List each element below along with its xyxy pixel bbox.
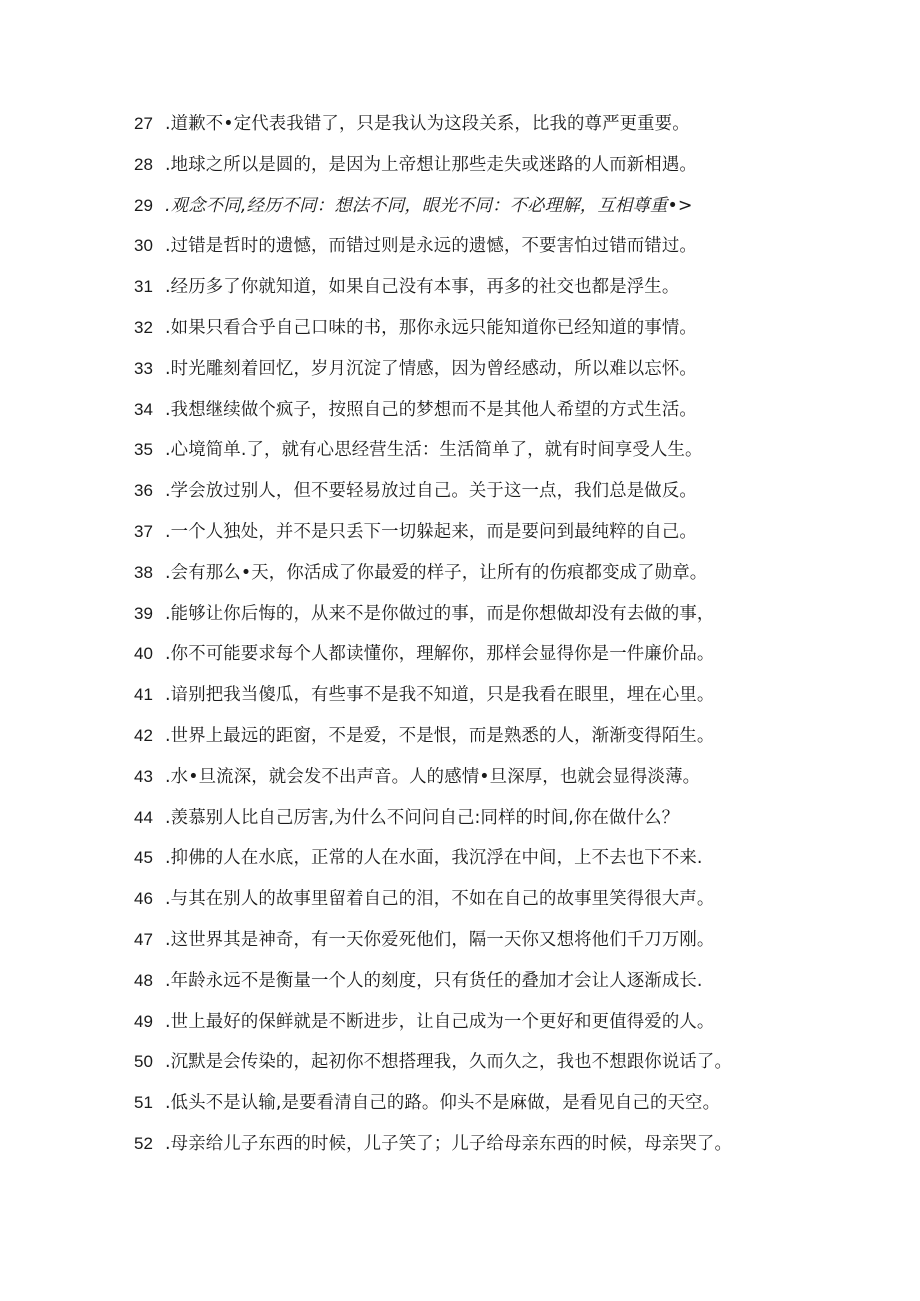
list-item [0, 675, 920, 716]
list-item [0, 349, 920, 390]
item-number: 39 [134, 603, 153, 623]
item-text: .与其在别人的故事里留着自己的泪，不如在自己的故事里笑得很大声。 [165, 889, 715, 910]
list-item [0, 308, 920, 349]
list-item [0, 716, 920, 757]
item-number: 38 [134, 562, 153, 582]
item-number: 36 [134, 481, 153, 501]
list-item [0, 798, 920, 839]
item-text: .能够让你后悔的，从来不是你做过的事，而是你想做却没有去做的事， [165, 603, 715, 624]
item-number: 29 [134, 195, 153, 215]
list-item [0, 145, 920, 186]
item-text: .时光雕刻着回忆，岁月沉淀了情感，因为曾经感动，所以难以忘怀。 [165, 358, 697, 379]
item-text: .羡慕别人比自己厉害,为什么不问问自己:同样的时间,你在做什么？ [165, 807, 680, 828]
list-item [0, 961, 920, 1002]
item-text: .道歉不•定代表我错了，只是我认为这段关系，比我的尊严更重要。 [165, 114, 690, 134]
item-text: .心境简单.了，就有心思经营生活：生活简单了，就有时间享受人生。 [165, 440, 703, 461]
item-number: 47 [134, 929, 153, 949]
list-item [0, 390, 920, 431]
list-item [0, 594, 920, 635]
item-text: .学会放过别人，但不要轻易放过自己。关于这一点，我们总是做反。 [165, 481, 697, 502]
item-text: .地球之所以是圆的，是因为上帝想让那些走失或迷路的人而新相遇。 [165, 154, 697, 175]
item-number: 52 [134, 1133, 153, 1153]
item-text: .谙别把我当傻瓜，有些事不是我不知道，只是我看在眼里，埋在心里。 [165, 685, 715, 706]
item-number: 37 [134, 521, 153, 541]
list-item [0, 1083, 920, 1124]
list-item [0, 553, 920, 594]
item-number: 32 [134, 317, 153, 337]
list-item [0, 879, 920, 920]
list-item [0, 186, 920, 227]
item-number: 30 [134, 236, 153, 256]
item-number: 44 [134, 807, 153, 827]
item-number: 50 [134, 1052, 153, 1072]
item-text: .你不可能要求每个人都读懂你，理解你，那样会显得你是一件廉价品。 [165, 644, 715, 665]
item-number: 49 [134, 1011, 153, 1031]
item-text: .观念不同,经历不同：想法不同，眼光不同：不必理解，互相尊重•> [165, 195, 693, 216]
item-text: .会有那么•天，你活成了你最爱的样子，让所有的伤痕都变成了勋章。 [165, 562, 708, 583]
list-item [0, 1002, 920, 1043]
item-number: 27 [134, 114, 153, 133]
item-number: 42 [134, 725, 153, 745]
item-number: 43 [134, 766, 153, 786]
item-number: 28 [134, 154, 153, 174]
list-item [0, 430, 920, 471]
item-text: .如果只看合乎自己口味的书，那你永远只能知道你已经知道的事情。 [165, 317, 697, 338]
item-number: 45 [134, 848, 153, 868]
item-text: .这世界其是神奇，有一天你爱死他们，隔一天你又想将他们千刀万刚。 [165, 929, 715, 950]
item-text: .低头不是认输,是要看清自己的路。仰头不是麻做，是看见自己的天空。 [165, 1093, 721, 1114]
item-number: 31 [134, 277, 153, 297]
item-number: 46 [134, 889, 153, 909]
item-text: .抑佛的人在水底，正常的人在水面，我沉浮在中间，上不去也下不来. [165, 848, 703, 869]
list-item [0, 1042, 920, 1083]
item-text: .世上最好的保鲜就是不断进步，让自己成为一个更好和更值得爱的人。 [165, 1011, 715, 1032]
list-item [0, 104, 920, 145]
list-item [0, 634, 920, 675]
item-text: .沉默是会传染的，起初你不想搭理我，久而久之，我也不想跟你说话了。 [165, 1052, 732, 1073]
list-item [0, 226, 920, 267]
list-item [0, 757, 920, 798]
item-number: 41 [134, 685, 153, 705]
item-text: .过错是哲时的遗憾，而错过则是永远的遗憾，不要害怕过错而错过。 [165, 236, 697, 257]
item-text: .年龄永远不是衡量一个人的刻度，只有货任的叠加才会让人逐渐成长. [165, 970, 703, 991]
item-text: .水•旦流深，就会发不出声音。人的感情•旦深厚，也就会显得淡薄。 [165, 766, 701, 787]
list-item [0, 920, 920, 961]
item-number: 40 [134, 644, 153, 664]
item-number: 48 [134, 970, 153, 990]
item-text: .一个人独处，并不是只丢下一切躲起来，而是要问到最纯粹的自己。 [165, 521, 697, 542]
list-item [0, 1124, 920, 1165]
list-item [0, 512, 920, 553]
item-number: 33 [134, 358, 153, 378]
item-text: .世界上最远的距窗，不是爱，不是恨，而是熟悉的人，渐渐变得陌生。 [165, 725, 715, 746]
list-item [0, 267, 920, 308]
item-text: .我想继续做个疯子，按照自己的梦想而不是其他人希望的方式生活。 [165, 399, 697, 420]
list-item [0, 838, 920, 879]
item-number: 51 [134, 1093, 153, 1113]
item-text: .母亲给儿子东西的时候，儿子笑了；儿子给母亲东西的时候，母亲哭了。 [165, 1133, 732, 1154]
quote-list [0, 104, 920, 1165]
list-item [0, 471, 920, 512]
item-text: .经历多了你就知道，如果自己没有本事，再多的社交也都是浮生。 [165, 277, 680, 298]
item-number: 34 [134, 399, 153, 419]
item-number: 35 [134, 440, 153, 460]
